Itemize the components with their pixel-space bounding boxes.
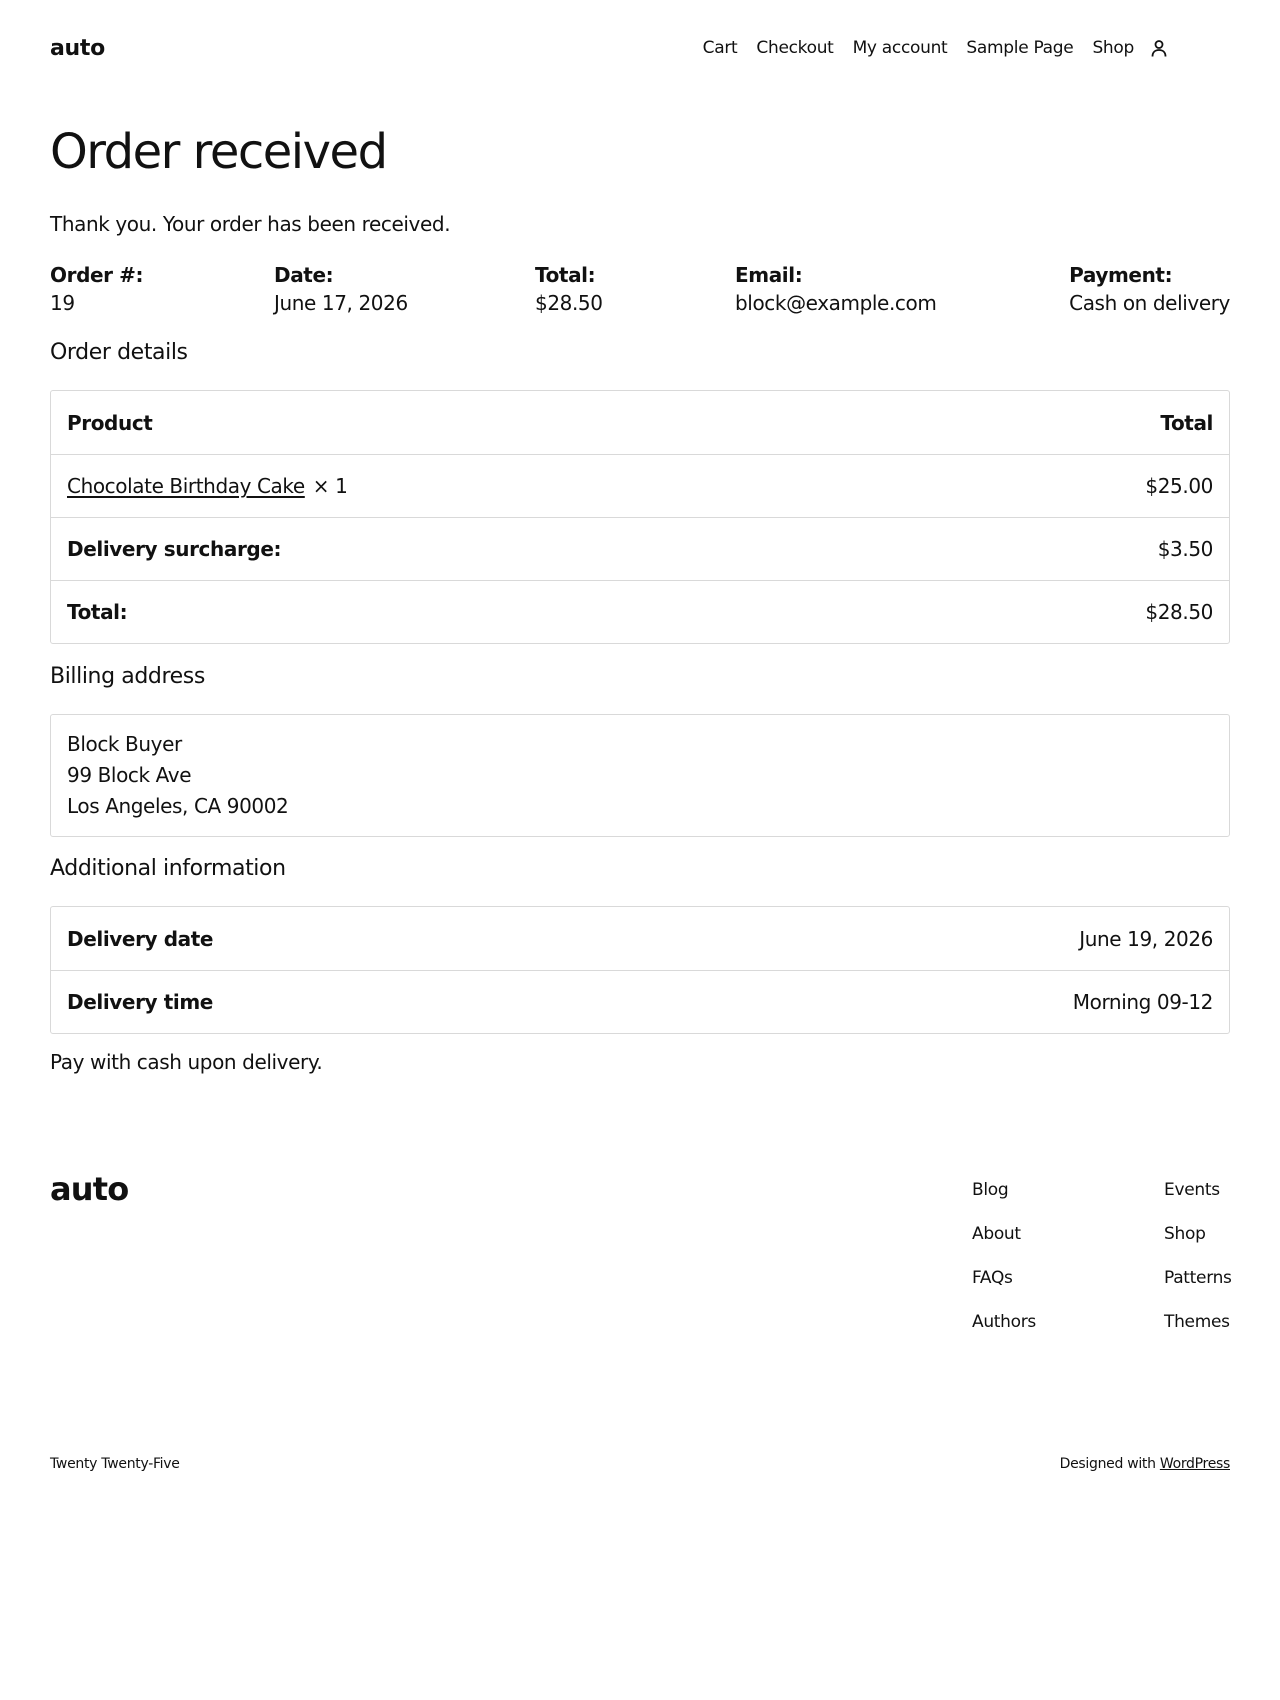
delivery-time-value: Morning 09-12 <box>1072 990 1213 1014</box>
site-header <box>50 30 1230 66</box>
footer-link-themes[interactable]: Themes <box>1164 1312 1230 1332</box>
billing-address-heading: Billing address <box>50 664 205 689</box>
overview-label: Order #: <box>50 263 144 287</box>
footer-link-faqs[interactable]: FAQs <box>972 1268 1013 1288</box>
wordpress-link[interactable]: WordPress <box>1159 1456 1230 1472</box>
designed-with <box>1060 1456 1230 1472</box>
product-link[interactable]: Chocolate Birthday Cake <box>67 474 305 498</box>
delivery-time-label: Delivery time <box>67 990 213 1014</box>
billing-address-box <box>50 714 1230 837</box>
overview-order-number <box>50 262 143 318</box>
overview-label: Total: <box>535 263 596 287</box>
nav-my-account[interactable]: My account <box>852 38 948 58</box>
address-line: 99 Block Ave <box>67 763 192 787</box>
nav-sample-page[interactable]: Sample Page <box>966 38 1074 58</box>
payment-note: Pay with cash upon delivery. <box>50 1050 323 1074</box>
delivery-date-value: June 19, 2026 <box>1079 926 1213 951</box>
overview-value: June 17, 2026 <box>274 291 408 315</box>
site-title[interactable]: auto <box>50 35 105 61</box>
overview-label: Date: <box>274 263 334 287</box>
footer-link-authors[interactable]: Authors <box>972 1312 1036 1332</box>
address-line: Block Buyer <box>67 732 182 756</box>
column-header-total: Total <box>1160 410 1213 435</box>
product-cell <box>67 474 347 498</box>
primary-nav <box>703 37 1170 59</box>
product-quantity: × 1 <box>312 474 348 498</box>
overview-label: Payment: <box>1069 263 1173 287</box>
nav-checkout[interactable]: Checkout <box>756 38 834 58</box>
overview-value: $28.50 <box>535 291 603 315</box>
footer-link-blog[interactable]: Blog <box>972 1180 1009 1200</box>
order-overview <box>50 262 1230 320</box>
footer-link-patterns[interactable]: Patterns <box>1164 1268 1232 1288</box>
table-row <box>51 580 1229 643</box>
additional-info-table <box>50 906 1230 1034</box>
footer-bottom <box>50 1456 1230 1472</box>
overview-payment <box>1069 262 1230 318</box>
overview-value: block@example.com <box>735 291 937 315</box>
table-row <box>51 970 1229 1033</box>
table-row <box>51 517 1229 580</box>
delivery-date-label: Delivery date <box>67 926 214 951</box>
footer-nav-column-1 <box>972 1168 1036 1344</box>
total-value: $28.50 <box>1145 600 1213 624</box>
user-icon[interactable] <box>1148 37 1170 59</box>
overview-email <box>735 262 936 318</box>
thank-you-message: Thank you. Your order has been received. <box>50 212 451 236</box>
column-header-product: Product <box>67 410 153 435</box>
footer-nav-column-2 <box>1164 1168 1232 1344</box>
footer-site-title[interactable]: auto <box>50 1170 129 1208</box>
theme-name: Twenty Twenty-Five <box>50 1456 180 1472</box>
nav-shop[interactable]: Shop <box>1092 38 1134 58</box>
product-total: $25.00 <box>1145 474 1213 498</box>
address-line: Los Angeles, CA 90002 <box>67 794 289 818</box>
page-title: Order received <box>50 124 387 180</box>
surcharge-value: $3.50 <box>1157 537 1213 561</box>
table-row <box>51 454 1229 517</box>
order-details-heading: Order details <box>50 340 188 365</box>
overview-label: Email: <box>735 263 803 287</box>
nav-cart[interactable]: Cart <box>702 38 738 58</box>
overview-value: Cash on delivery <box>1069 291 1230 315</box>
footer-link-shop[interactable]: Shop <box>1164 1224 1206 1244</box>
table-row <box>51 907 1229 970</box>
overview-total <box>535 262 603 318</box>
surcharge-label: Delivery surcharge: <box>67 537 282 561</box>
footer-link-about[interactable]: About <box>972 1224 1021 1244</box>
footer-link-events[interactable]: Events <box>1164 1180 1220 1200</box>
total-label: Total: <box>67 600 128 624</box>
designed-with-text: Designed with <box>1059 1456 1156 1472</box>
overview-value: 19 <box>50 291 75 315</box>
order-details-table <box>50 390 1230 644</box>
table-header-row <box>51 391 1229 454</box>
additional-info-heading: Additional information <box>50 856 286 881</box>
overview-date <box>274 262 408 318</box>
